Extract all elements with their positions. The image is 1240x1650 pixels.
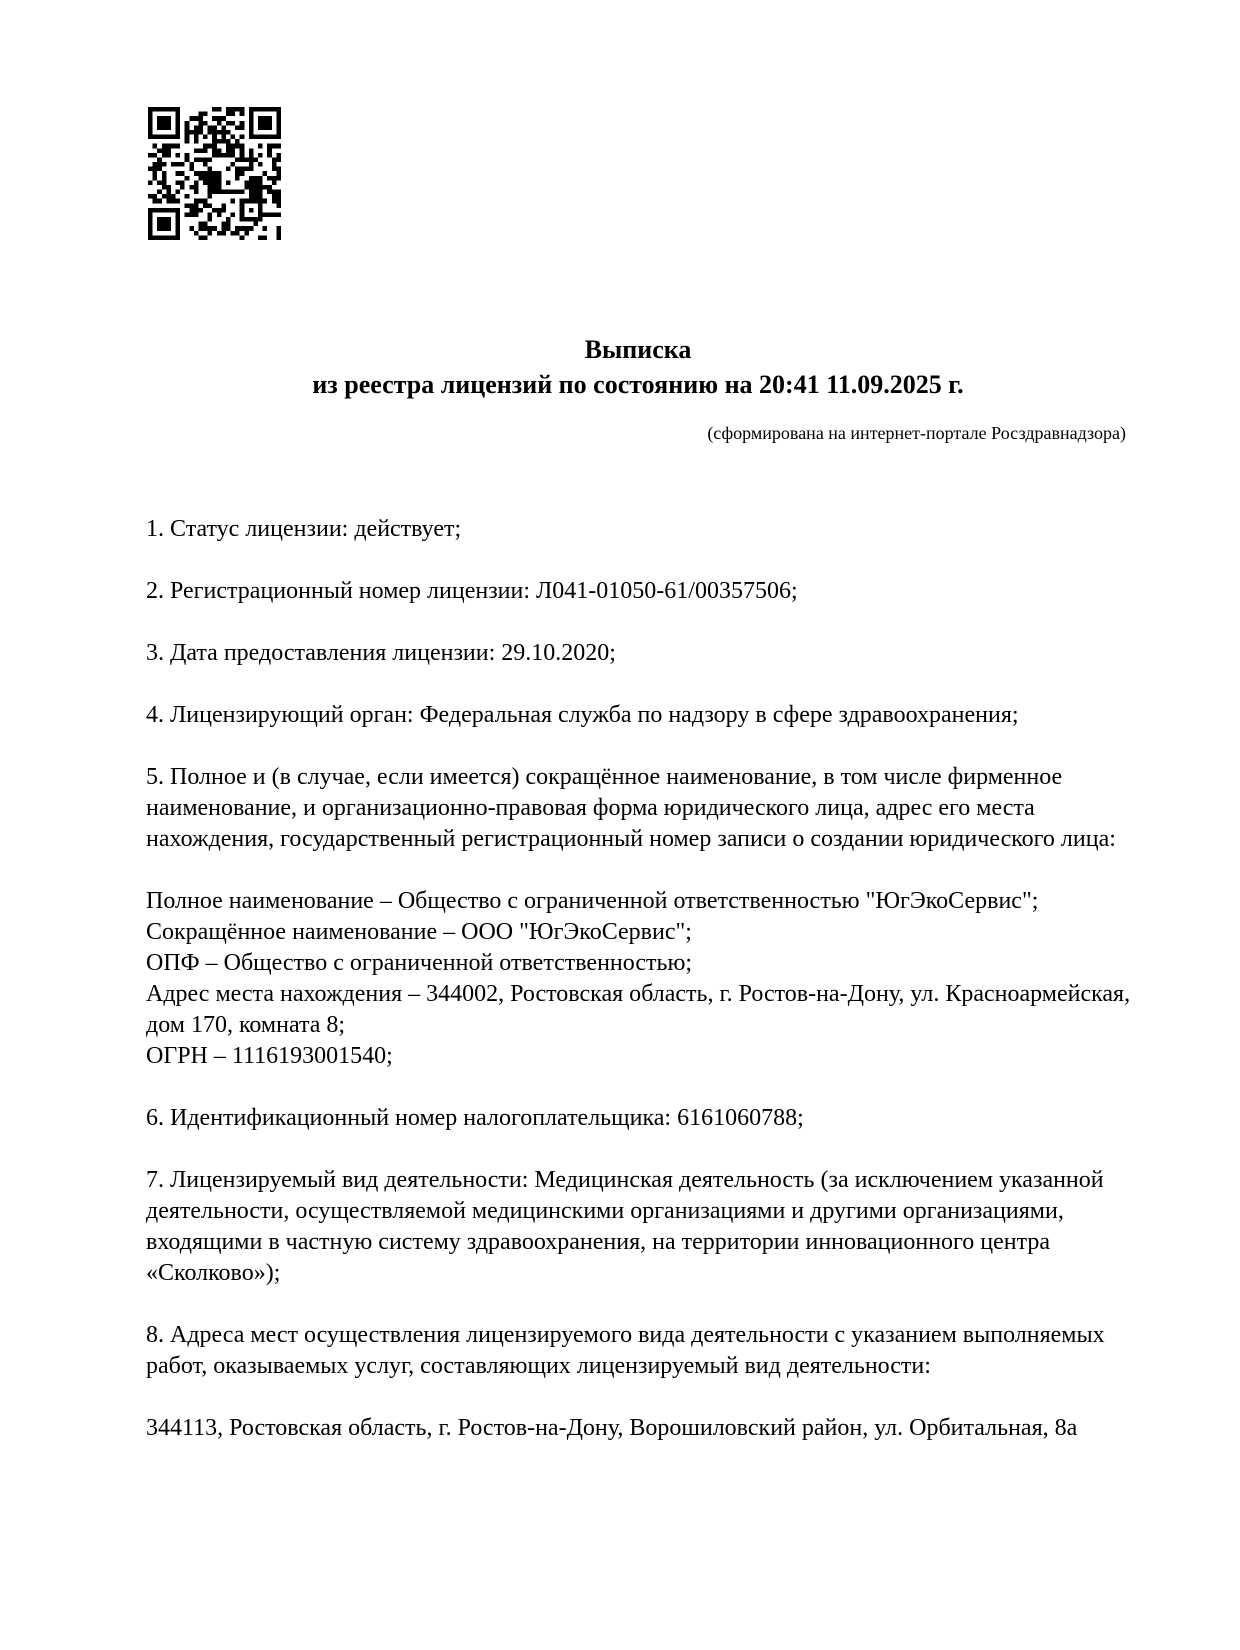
text-line: деятельности, осуществляемой медицинскими организациями и другими организациями, bbox=[146, 1198, 1064, 1224]
text-line: Сокращённое наименование – ООО "ЮгЭкоСервис"; bbox=[146, 919, 692, 945]
page-title bbox=[146, 332, 1130, 402]
text-line: «Сколково»); bbox=[146, 1260, 281, 1286]
text-line: дом 170, комната 8; bbox=[146, 1012, 346, 1038]
text-line: 1. Статус лицензии: действует; bbox=[146, 516, 462, 542]
paragraph-4 bbox=[146, 700, 1130, 731]
text-line: 2. Регистрационный номер лицензии: Л041-01050-61/00357506; bbox=[146, 578, 798, 604]
title-line-2: из реестра лицензий по состоянию на 20:41 11.09.2025 г. bbox=[312, 370, 964, 399]
formation-note: (сформирована на интернет-портале Росздравнадзора) bbox=[707, 423, 1126, 443]
paragraph-3 bbox=[146, 638, 1130, 669]
text-line: 6. Идентификационный номер налогоплательщика: 6161060788; bbox=[146, 1105, 804, 1131]
text-line: входящими в частную систему здравоохранения, на территории инновационного центра bbox=[146, 1229, 1051, 1255]
text-line: Полное наименование – Общество с ограниченной ответственностью "ЮгЭкоСервис"; bbox=[146, 888, 1039, 914]
text-line: 5. Полное и (в случае, если имеется) сокращённое наименование, в том числе фирменное bbox=[146, 764, 1063, 790]
text-line: нахождения, государственный регистрационный номер записи о создании юридического лица: bbox=[146, 826, 1116, 852]
paragraph-7 bbox=[146, 1103, 1130, 1134]
paragraph-8 bbox=[146, 1165, 1130, 1289]
text-line: наименование, и организационно-правовая форма юридического лица, адрес его места bbox=[146, 795, 1035, 821]
paragraph-5 bbox=[146, 762, 1130, 855]
text-line: 7. Лицензируемый вид деятельности: Медицинская деятельность (за исключением указанной bbox=[146, 1167, 1104, 1193]
text-line: 4. Лицензирующий орган: Федеральная служба по надзору в сфере здравоохранения; bbox=[146, 702, 1019, 728]
paragraph-9 bbox=[146, 1320, 1130, 1382]
title-line-1: Выписка bbox=[584, 335, 692, 364]
paragraph-2 bbox=[146, 576, 1130, 607]
text-line: Адрес места нахождения – 344002, Ростовская область, г. Ростов-на-Дону, ул. Красноармейская, bbox=[146, 981, 1131, 1007]
qr-code-icon bbox=[148, 107, 281, 240]
paragraph-6 bbox=[146, 886, 1130, 1072]
text-line: 3. Дата предоставления лицензии: 29.10.2020; bbox=[146, 640, 616, 666]
text-line: 8. Адреса мест осуществления лицензируемого вида деятельности с указанием выполняемых bbox=[146, 1322, 1105, 1348]
text-line: ОГРН – 1116193001540; bbox=[146, 1043, 393, 1069]
text-line: работ, оказываемых услуг, составляющих лицензируемый вид деятельности: bbox=[146, 1353, 931, 1379]
text-line: 344113, Ростовская область, г. Ростов-на-Дону, Ворошиловский район, ул. Орбитальная, 8а bbox=[146, 1415, 1078, 1441]
document-body bbox=[146, 514, 1130, 1444]
paragraph-10 bbox=[146, 1413, 1130, 1444]
text-line: ОПФ – Общество с ограниченной ответственностью; bbox=[146, 950, 693, 976]
paragraph-1 bbox=[146, 514, 1130, 545]
